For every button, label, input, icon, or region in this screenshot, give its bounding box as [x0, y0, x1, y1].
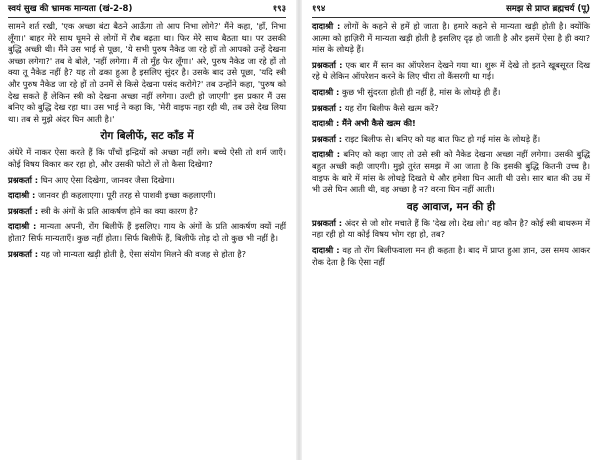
question-text: यह जो मान्यता खड़ी होती है, ऐसा संयोग मिलने की वजह से होता है?	[40, 248, 247, 259]
left-paragraph-1: सामने शर्त रखी, 'एक अच्छा बंटा बैठने आऊँगा तो आप निभा लोगे?' मैंने कहा, 'हाँ, निभा लूँगा।' बाहर मेरे साथ घूमने से लोगों में रौब बढ़ता था। फिर मेरे साथ बैठता था। पर उसकी बुद्धि अच्छी थी। मैंने उस भाई से पूछा, 'ये सभी पुरुष नैकेड जा रहे हों तो आपको उन्हें देखना अच्छा लगेगा?' तब वे बोले, 'नहीं लगेगा। मैं तो मुँह फेर लूँगा।' अरे, पुरुष नैकेड जा रहे हों तो क्या तू नैकेड नहीं है? यह तो ढका हुआ है इसलिए सुंदर है। उसके बाद उसे पूछा, 'यदि स्त्री और पुरुष नैकेड जा रहे हों तो उनमें से किसे देखना पसंद करोगे?' तब उन्होंने कहा, 'पुरुष को देख सकते हैं लेकिन स्त्री को देखना अच्छा नहीं लगेगा। उल्टी हो जाएगी' इस प्रकार मैं उस बनिए को बुद्धि देख रहा था। उस भाई ने कहा कि, 'मेरी वाइफ नहा रही थी, तब उसे देख लिया था। तब से मुझे अंदर घिन आती है।'	[8, 21, 286, 124]
left-page-number: १९३	[272, 4, 286, 14]
right-page-body	[312, 21, 590, 272]
right-header-title: समझ से प्राप्त ब्रह्मचर्य (पू)	[506, 4, 590, 14]
speaker-label: दादाश्री :	[8, 221, 37, 232]
left-page-header	[8, 3, 286, 15]
right-page-header	[312, 3, 590, 15]
left-page	[0, 0, 292, 460]
speaker-label: प्रश्नकर्ता :	[8, 248, 39, 259]
answer-text: वह तो रोंग बिलीफवाला मन ही कहता है। बाद में प्राप्त हुआ ज्ञान, उस समय आकर रोक देता है कि ऐसा नहीं	[312, 244, 590, 267]
speaker-label: प्रश्नकर्ता :	[312, 59, 343, 70]
speaker-label: दादाश्री :	[8, 190, 36, 201]
answer-text: कुछ भी सुंदरता होती ही नहीं है, मांस के लोथड़े ही हैं।	[341, 86, 501, 97]
book-gutter	[296, 0, 302, 460]
left-paragraph-2: अंधेरे में नाकर ऐसा करते हैं कि पाँचों इन्द्रियों को अच्छा नहीं लगे। बच्चे ऐसी तो शर्म जाएँ। कोई विषय विकार कर रहा हो, और उसकी फोटो लें तो कैसा दिखेगा?	[8, 147, 286, 169]
speaker-label: दादाश्री :	[312, 118, 340, 129]
question-text: घिन आए ऐसा दिखेगा, जानवर जैसा दिखेगा।	[40, 174, 175, 185]
speaker-label: प्रश्नकर्ता :	[312, 217, 343, 228]
question-text: स्त्री के अंगों के प्रति आकर्षण होने का क्या कारण है?	[40, 205, 198, 216]
left-question-1	[8, 175, 286, 187]
question-text: एक बार मैं स्तन का ऑपरेशन देखने गया था। शुरू में देखे तो इतने खूबसूरत दिख रहे थे लेकिन ऑपरेशन करने के लिए चीरा तो कैंसरगी था गई।	[312, 59, 591, 82]
right-question-3	[312, 134, 590, 146]
right-answer-5	[312, 245, 590, 268]
right-answer-1	[312, 21, 590, 56]
left-header-title: स्वयं सुख की भ्रामक मान्यता (खं-2-8)	[8, 4, 133, 14]
question-text: अंदर से जो शोर मचाते हैं कि 'देख लो। देख लो।' वह कौन है? कोई स्त्री बाथरूम में नहा रही हो या कोई विषय भोग रहा हो, तब?	[312, 217, 590, 240]
right-header-rule	[312, 17, 590, 18]
right-answer-3	[312, 118, 590, 130]
right-question-1	[312, 60, 590, 83]
answer-text: मान्यता अपनी, रोंग बिलीफें हैं इसलिए। गाय के अंगों के प्रति आकर्षण क्यों नहीं होता? सिर्फ मान्यताएँ। कुछ नहीं होता। सिर्फ बिलीफें हैं, बिलीफें तोड़ दो तो कुछ भी नहीं है।	[8, 221, 286, 243]
left-answer-1	[8, 190, 286, 202]
left-answer-2	[8, 221, 286, 244]
right-question-2	[312, 103, 590, 115]
speaker-label: दादाश्री :	[312, 86, 340, 97]
speaker-label: दादाश्री :	[312, 21, 341, 31]
left-header-rule	[8, 17, 286, 18]
right-answer-2	[312, 87, 590, 99]
left-section-heading: रोग बिलीफें, सट काँड में	[100, 130, 194, 143]
speaker-label: दादाश्री :	[312, 149, 341, 160]
speaker-label: प्रश्नकर्ता :	[312, 133, 343, 144]
answer-text: मैंने अभी कैसे खत्म की!	[341, 118, 416, 129]
left-page-body	[8, 21, 286, 264]
right-page	[304, 0, 596, 460]
answer-text: लोगों के कहने से हमें हो जाता है। हमारे कहने से मान्यता खड़ी होती है। क्योंकि आत्मा को हाज़िरी में मान्यता खड़ी होती है इसलिए दृढ़ हो जाती है और इसमें ऐसा है ही क्या? मांस के लोथड़े हैं।	[312, 21, 590, 55]
right-page-number: १९४	[312, 4, 326, 14]
speaker-label: दादाश्री :	[312, 244, 340, 255]
question-text: राइट बिलीफ से। बनिए को यह बात फिट हो गई मांस के लोथड़े हैं।	[344, 133, 541, 144]
speaker-label: प्रश्नकर्ता :	[8, 174, 39, 185]
left-question-2	[8, 206, 286, 218]
left-question-3	[8, 249, 286, 261]
right-answer-4	[312, 149, 590, 195]
answer-text: बनिए को कहा जाए तो उसे स्त्री को नैकेड देखना अच्छा नहीं लगेगा। उसकी बुद्धि बहुत अच्छी कही जाएगी। मुझे तुरंत समझ में आ जाता है कि इसकी बुद्धि कितनी उच्च है। वाइफ के बारे में मांस के लोथड़े दिखते थे और हमेशा घिन आती थी उसे। सार बात की उम्र में भी उसे घिन आती थी, वह अच्छा है न? वरना घिन नहीं आती।	[312, 149, 591, 195]
right-question-4	[312, 218, 590, 241]
right-section-heading: वह आवाज, मन की ही	[406, 200, 496, 213]
speaker-label: प्रश्नकर्ता :	[8, 205, 39, 216]
speaker-label: प्रश्नकर्ता :	[312, 102, 343, 113]
answer-text: जानवर ही कहलाएगा। पूरी तरह से पाशवी इच्छा कहलाएगी।	[37, 190, 216, 201]
question-text: यह रोंग बिलीफ कैसे खत्म करें?	[344, 102, 439, 113]
